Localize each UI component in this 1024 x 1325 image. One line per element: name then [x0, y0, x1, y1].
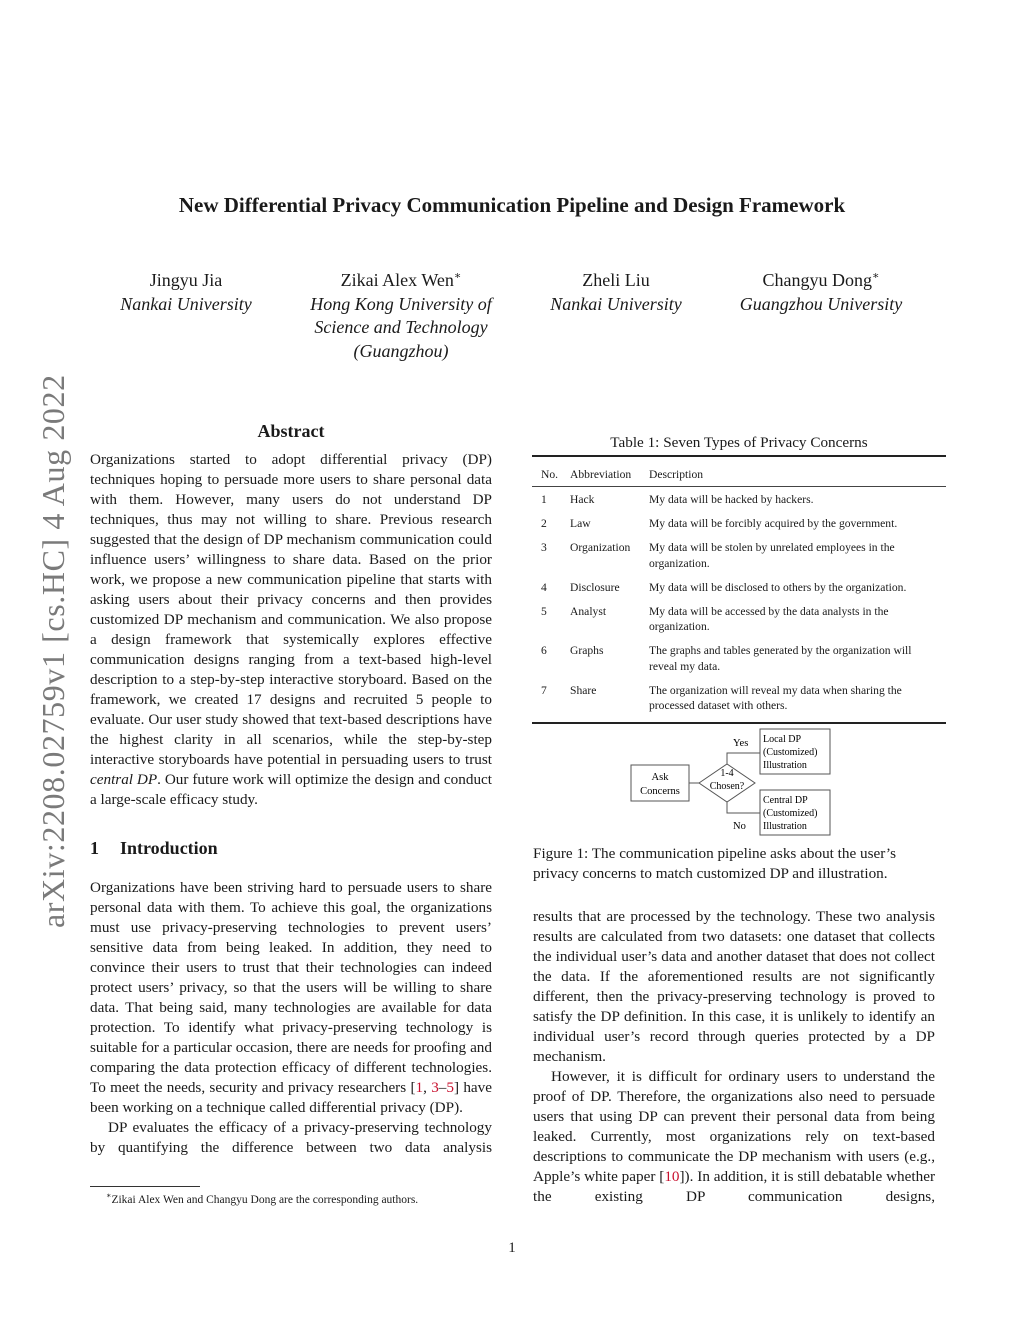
footnote: ∗Zikai Alex Wen and Changyu Dong are the corresponding authors.: [106, 1191, 419, 1206]
arxiv-identifier: arXiv:2208.02759v1 [cs.HC] 4 Aug 2022: [35, 374, 71, 928]
table-cell: Hack: [570, 493, 595, 507]
column-header: Description: [649, 467, 704, 481]
abstract-heading: Abstract: [257, 421, 325, 441]
local-label-2: (Customized): [763, 747, 818, 758]
author-affiliation: (Guangzhou): [353, 340, 449, 361]
citation-link[interactable]: 3: [431, 1079, 439, 1096]
citation-link[interactable]: 10: [664, 1168, 680, 1185]
citation-link[interactable]: 5: [446, 1079, 454, 1096]
column-header: Abbreviation: [570, 467, 632, 481]
no-label: No: [733, 821, 746, 832]
table-cell: 3: [541, 541, 547, 555]
author-block: [96, 265, 276, 316]
table-cell: My data will be disclosed to others by the organization.: [649, 580, 907, 594]
table-cell: My data will be hacked by hackers.: [649, 493, 814, 507]
table-row: [532, 683, 946, 723]
table-cell: The organization will reveal my data when sharing the processed dataset with others.: [649, 683, 902, 713]
ask-label-1: Ask: [651, 772, 669, 783]
author-affiliation: Hong Kong University of: [310, 293, 492, 314]
table-row: [532, 643, 946, 683]
author-block: [292, 265, 510, 363]
table-row: [532, 580, 946, 604]
author-affiliation: Guangzhou University: [739, 293, 903, 314]
table-cell: Law: [570, 517, 591, 531]
table-body: [532, 487, 946, 722]
author-name: Zikai Alex Wen∗: [340, 270, 462, 290]
footnote-rule: [90, 1186, 200, 1187]
author-name: Jingyu Jia: [149, 270, 223, 290]
table-row: [532, 540, 946, 580]
column-header: No.: [541, 467, 559, 481]
figure-caption: Figure 1: The communication pipeline asks about the user’s privacy concerns to match customized DP and illustration.: [533, 845, 897, 882]
table-header-row: [532, 457, 946, 487]
table-cell: My data will be stolen by unrelated employees in the organization.: [649, 541, 895, 570]
table-cell: My data will be accessed by the data analysts in the organization.: [649, 604, 889, 634]
intro-text: Organizations have been striving hard to persuade users to share personal data with them. To achieve this goal, the organizations must use privacy-preserving technologies to prevent users’ sensitive data from being leaked. In addition, they need to convince their users to trust that their technologies can indeed protect users’ privacy, so that the users will be willing to share data. That being said, many technologies are available for data protection. To identify what privacy-preserving technology is suitable for a particular occasion, there are needs for proofing and comparing the data protection efficacy of different technologies. To meet the needs, security and privacy researchers [1, 3–5] have been working on a technique called differential privacy (DP). DP evaluates the efficacy of a privacy-preserving technology by quantifying the difference between two data analysis: [90, 879, 492, 1156]
table-cell: Organization: [570, 541, 631, 555]
central-label-1: Central DP: [763, 795, 808, 806]
author-block: [718, 265, 924, 316]
table-cell: 2: [541, 517, 547, 531]
table-cell: My data will be forcibly acquired by the government.: [649, 517, 898, 531]
table-caption: Table 1: Seven Types of Privacy Concerns: [610, 434, 868, 451]
author-block: [530, 265, 702, 316]
table-bottom-rule: [532, 722, 946, 724]
table-cell: Share: [570, 683, 597, 697]
central-label-2: (Customized): [763, 808, 818, 819]
yes-branch-line: [727, 753, 760, 764]
decision-label-1: 1-4: [720, 768, 734, 779]
citation-link[interactable]: 1: [415, 1079, 424, 1096]
no-branch-line: [727, 802, 760, 813]
table-cell: 4: [541, 580, 547, 594]
table-row: [532, 604, 946, 644]
table-cell: Analyst: [570, 604, 607, 618]
author-name: Zheli Liu: [582, 270, 650, 290]
yes-label: Yes: [733, 738, 749, 749]
table-cell: Graphs: [570, 644, 604, 658]
author-affiliation: Nankai University: [120, 293, 252, 314]
abstract-text: Organizations started to adopt differential privacy (DP) techniques hoping to persuade more users to share personal data with them. However, many users do not understand DP techniques, thus may not willing to share. Previous research suggested that the design of DP mechanism communication could influence users’ willingness to share data. Based on the prior work, we propose a new communication pipeline that starts with asking users about their privacy concerns and then provides customized DP mechanism and communication. We also propose a design framework that systemically explores effective communication designs ranging from a text-based high-level description to a step-by-step interactive storyboard. Based on the framework, we created 17 designs and recruited 5 people to evaluate. Our user study showed that text-based descriptions have the highest clarity in all scenarios, while the step-by-step interactive storyboards have potential in persuading users to trust central DP. Our future work will optimize the design and conduct a large-scale efficacy study.: [90, 451, 493, 808]
table-cell: The graphs and tables generated by the organization will reveal my data.: [649, 644, 912, 673]
table-cell: 1: [541, 493, 547, 507]
local-label-3: Illustration: [763, 760, 807, 771]
pipeline-figure: [620, 727, 840, 837]
table-row: [532, 492, 946, 516]
author-affiliation: Nankai University: [550, 293, 682, 314]
section-heading: 1 Introduction: [90, 838, 218, 858]
right-column-text: results that are processed by the technology. These two analysis results are calculated from two datasets: one dataset that collects the individual user’s data and another dataset that does not collect the data. If the aforementioned results are not significantly different, then the privacy-preserving technology is proved to satisfy the DP definition. In this case, it is unlikely to identify an individual user’s record through queries protected by a DP mechanism. However, it is difficult for ordinary users to understand the proof of DP. Therefore, the organizations also need to persuade users that using DP can prevent their personal data from being leaked. Currently, most organizations rely on text-based descriptions to communicate the DP mechanism with users (e.g., Apple’s white paper [10]). In addition, it is still debatable whether the existing DP communication designs,: [533, 908, 935, 1205]
ask-label-2: Concerns: [640, 786, 680, 797]
table-row: [532, 516, 946, 540]
table-cell: 7: [541, 683, 547, 697]
local-label-1: Local DP: [763, 734, 802, 745]
table-cell: Disclosure: [570, 580, 620, 594]
decision-label-2: Chosen?: [709, 781, 745, 792]
author-affiliation: Science and Technology: [314, 317, 488, 337]
author-name: Changyu Dong∗: [762, 270, 880, 290]
privacy-concerns-table: [532, 455, 946, 724]
paper-title: New Differential Privacy Communication Pipeline and Design Framework: [178, 193, 846, 217]
central-label-3: Illustration: [763, 821, 807, 832]
table-cell: 6: [541, 644, 547, 658]
table-cell: 5: [541, 604, 547, 618]
page-number: 1: [508, 1240, 516, 1256]
